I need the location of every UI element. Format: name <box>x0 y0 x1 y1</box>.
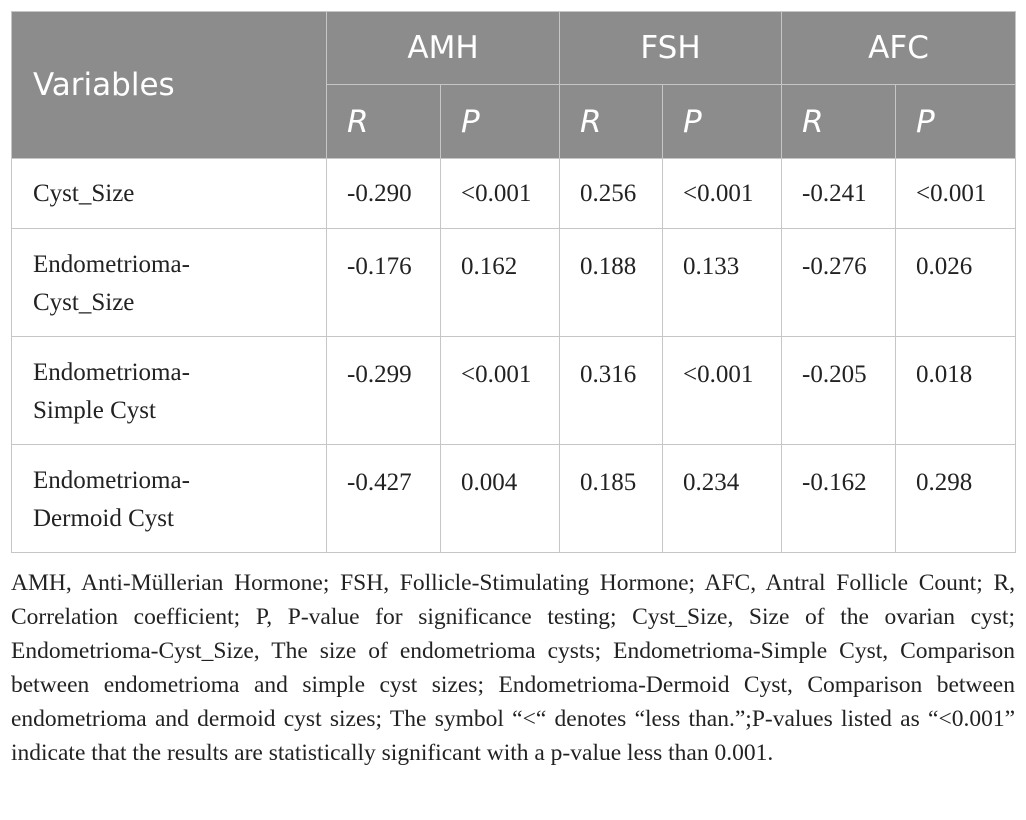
variable-cell <box>12 337 327 445</box>
amh-header: AMH <box>327 12 560 85</box>
variable-cell <box>12 159 327 229</box>
fsh-header: FSH <box>560 12 782 85</box>
variable-name-line1: Endometrioma- <box>33 251 190 278</box>
variable-name-line1: Endometrioma- <box>33 467 190 494</box>
amh-r-cell: -0.427 <box>327 445 441 553</box>
afc-r-cell: -0.276 <box>782 229 896 337</box>
amh-r-cell: -0.290 <box>327 159 441 229</box>
fsh-r-header: R <box>560 85 663 159</box>
variable-name-line2: Dermoid Cyst <box>33 505 174 532</box>
afc-p-cell: 0.026 <box>896 229 1016 337</box>
variables-header: Variables <box>12 12 327 159</box>
correlation-table <box>11 11 1016 553</box>
fsh-p-cell: <0.001 <box>663 159 782 229</box>
variable-name-line2: Simple Cyst <box>33 397 156 424</box>
variable-cell <box>12 445 327 553</box>
table-row <box>12 159 1016 229</box>
afc-r-cell: -0.162 <box>782 445 896 553</box>
afc-header: AFC <box>782 12 1016 85</box>
amh-p-cell: 0.162 <box>441 229 560 337</box>
afc-r-header: R <box>782 85 896 159</box>
fsh-p-header: P <box>663 85 782 159</box>
afc-r-cell: -0.205 <box>782 337 896 445</box>
variable-name: Cyst_Size <box>33 179 135 207</box>
amh-p-cell: <0.001 <box>441 159 560 229</box>
amh-p-cell: 0.004 <box>441 445 560 553</box>
fsh-r-cell: 0.316 <box>560 337 663 445</box>
header-row-groups <box>12 12 1016 85</box>
afc-p-cell: <0.001 <box>896 159 1016 229</box>
table-row <box>12 445 1016 553</box>
variable-name-line2: Cyst_Size <box>33 289 135 316</box>
table-row <box>12 229 1016 337</box>
fsh-r-cell: 0.185 <box>560 445 663 553</box>
afc-p-cell: 0.298 <box>896 445 1016 553</box>
amh-r-cell: -0.176 <box>327 229 441 337</box>
amh-r-header: R <box>327 85 441 159</box>
amh-p-cell: <0.001 <box>441 337 560 445</box>
table-footnote: AMH, Anti-Müllerian Hormone; FSH, Follicle-Stimulating Hormone; AFC, Antral Follicle Count; R, Correlation coefficient; P, P-value for significance testing; Cyst_Size, Size of the ovarian cyst; Endometrioma-Cyst_Size, The size of endometrioma cysts; Endometrioma-Simple Cyst, Comparison between endometrioma and simple cyst sizes; Endometrioma-Dermoid Cyst, Comparison between endometrioma and dermoid cyst sizes; The symbol “<“ denotes “less than.”;P-values listed as “<0.001” indicate that the results are statistically significant with a p-value less than 0.001. <box>11 570 1015 766</box>
fsh-r-cell: 0.256 <box>560 159 663 229</box>
table-row <box>12 337 1016 445</box>
fsh-p-cell: 0.133 <box>663 229 782 337</box>
afc-r-cell: -0.241 <box>782 159 896 229</box>
fsh-r-cell: 0.188 <box>560 229 663 337</box>
variable-cell <box>12 229 327 337</box>
fsh-p-cell: <0.001 <box>663 337 782 445</box>
fsh-p-cell: 0.234 <box>663 445 782 553</box>
variable-name-line1: Endometrioma- <box>33 359 190 386</box>
afc-p-header: P <box>896 85 1016 159</box>
amh-r-cell: -0.299 <box>327 337 441 445</box>
amh-p-header: P <box>441 85 560 159</box>
afc-p-cell: 0.018 <box>896 337 1016 445</box>
